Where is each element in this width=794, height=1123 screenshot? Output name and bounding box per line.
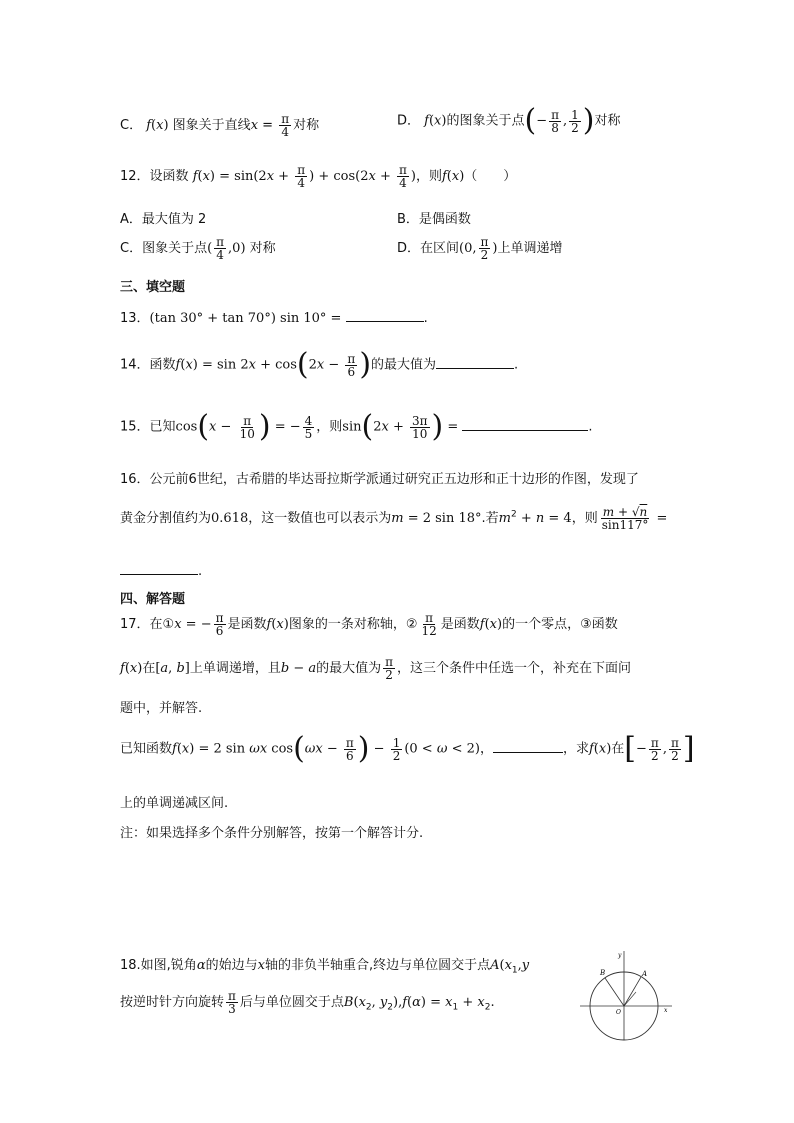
q12-option-b: B．是偶函数 [397, 212, 471, 227]
option-label: D． [397, 113, 421, 129]
q18-text: 按逆时针方向旋转 [120, 995, 225, 1010]
q18-text: 的始边与 [205, 958, 258, 973]
option-label: C． [120, 118, 143, 133]
q12-number: 12．设函数 [120, 169, 189, 184]
q17-text: 的最大值为 [316, 661, 382, 676]
q15: 15．已知cos(x − $\frac{\pi}{10}$ ) = − $\frac{4}{5}$ ，则sin(2x + $\frac{3\pi}{10}$ ) = . [120, 409, 593, 444]
q16-text-d: ，则 [571, 511, 598, 526]
y-axis-label: y [618, 952, 622, 959]
q11-option-c: C． f(x) 图象关于直线x = $\frac{\pi}{4}$ 对称 [120, 112, 320, 139]
q18-text: 后与单位圆交于点 [239, 995, 344, 1010]
q15-mid: ，则 [316, 419, 343, 435]
terminal-side-a [624, 977, 641, 1006]
q17-text: 已知函数 [120, 741, 173, 757]
q12-option-c: C．图象关于点( $\frac{\pi}{4}$ ,0) 对称 [120, 235, 276, 262]
q17-line-5: 上的单调递减区间. [120, 796, 229, 811]
answer-blank [346, 309, 424, 322]
q16-line-1: 16．公元前6世纪，古希腊的毕达哥拉斯学派通过研究正五边形和正十边形的作图，发现了 [120, 472, 639, 487]
q17-text: ，这三个条件中任选一个，补充在下面问 [397, 661, 632, 676]
q17-text: 是函数 [440, 617, 480, 632]
q17-text: 在 [142, 661, 156, 676]
q18-text: 18.如图,锐角 [120, 958, 197, 973]
q14: 14．函数f(x) = sin 2x + cos(2x − $\frac{\pi}{6}$ )的最大值为 . [120, 347, 519, 382]
q17-line-4: 已知函数f(x) = 2 sin ωx cos(ωx − $\frac{\pi}{6}$ ) − $\frac{1}{2}$ (0 < ω < 2)， ，求f(x)在[− $\frac{\pi}{2}$ , $\frac{\pi}{2}$ ] [120, 731, 695, 766]
q18-line-2: 按逆时针方向旋转 $\frac{\pi}{3}$ 后与单位圆交于点$B(x_2$, $y_2),f(\alpha) = x_1 + x_2$. [120, 989, 495, 1016]
q17-text: 的一个零点，③函数 [502, 617, 618, 632]
q12-option-d: D．在区间(0, $\frac{\pi}{2}$ )上单调递增 [397, 235, 563, 262]
q13: 13．(tan 30° + tan 70°) sin 10° = . [120, 311, 428, 326]
q14-tail: 的最大值为 [371, 357, 437, 373]
q12-d-tail: 上单调递增 [497, 241, 563, 256]
q17-note: 注：如果选择多个条件分别解答，按第一个解答计分. [120, 826, 424, 841]
q16-text-a: 黄金分割值约为 [120, 511, 212, 526]
q16-text-c: .若 [481, 511, 499, 526]
q12-c-label: C．图象关于点 [120, 241, 208, 256]
q14-number: 14．函数 [120, 357, 176, 373]
q17-text: 图象的一条对称轴，② [288, 617, 418, 632]
q11-c-text: 图象关于直线 [172, 118, 251, 133]
x-axis-label: x [664, 1007, 668, 1014]
answer-blank [436, 356, 514, 369]
q11-d-tail: 对称 [594, 113, 621, 129]
q17-text: 在 [611, 741, 625, 757]
q17-text: 17．在① [120, 617, 175, 632]
q12-c-tail: 对称 [249, 241, 276, 256]
terminal-side-b [605, 978, 624, 1006]
q11-option-d: D． f(x)的图象关于点(− $\frac{\pi}{8}$ , $\frac{1}{2}$ )对称 [397, 103, 621, 138]
q18-text: 轴的非负半轴重合,终边与单位圆交于点 [264, 958, 491, 973]
q17-text: 是函数 [227, 617, 267, 632]
q17-text: ，求 [562, 741, 589, 757]
answer-blank [462, 418, 588, 431]
q15-number: 15．已知 [120, 419, 176, 435]
q13-number: 13． [120, 311, 150, 326]
q17-line-2: f(x)在[a, b]上单调递增，且b − a的最大值为 $\frac{\pi}{2}$ ，这三个条件中任选一个，补充在下面问 [120, 655, 632, 682]
q16-text-b: ，这一数值也可以表示为 [248, 511, 392, 526]
q12-tail: ，则 [415, 169, 442, 184]
small-ray [624, 992, 636, 1006]
q17-text: ， [479, 741, 493, 757]
q11-d-text: 的图象关于点 [446, 113, 525, 129]
point-b-label: B [600, 969, 606, 977]
section-title-fill-blank: 三、填空题 [120, 280, 186, 295]
q16-line-2: 黄金分割值约为0.618，这一数值也可以表示为m = 2 sin 18°.若$m^2 + n = 4$，则 $\frac{m + √n}{\sin 117^\circ}$ = [120, 505, 668, 532]
q12-option-a: A．最大值为 2 [120, 212, 207, 227]
section-title-solve: 四、解答题 [120, 592, 186, 607]
q12-stem: 12．设函数 f(x) = sin(2x + $\frac{\pi}{4}$ ) + cos(2x + $\frac{\pi}{4}$ )，则f(x)（ ） [120, 163, 517, 190]
q18-line-1: 18.如图,锐角α的始边与x轴的非负半轴重合,终边与单位圆交于点$A(x_1,y$ [120, 958, 530, 976]
unit-circle-figure [578, 948, 674, 1042]
answer-blank [493, 740, 563, 753]
q12-answer-paren: （ ） [464, 169, 517, 184]
q11-c-tail: 对称 [293, 118, 320, 133]
q17-line-1: 17．在①x = − $\frac{\pi}{6}$ 是函数f(x)图象的一条对称轴，② $\frac{\pi}{12}$ 是函数f(x)的一个零点，③函数 [120, 611, 618, 638]
point-a-label: A [642, 970, 648, 978]
q16-answer-line: . [120, 562, 202, 579]
q16-golden-value: 0.618 [211, 511, 249, 526]
q12-d-label: D．在区间 [397, 241, 460, 256]
origin-label: O [616, 1009, 621, 1016]
q17-text: 上单调递增，且 [189, 661, 281, 676]
q17-line-3: 题中，并解答. [120, 701, 203, 716]
answer-blank [120, 562, 198, 575]
